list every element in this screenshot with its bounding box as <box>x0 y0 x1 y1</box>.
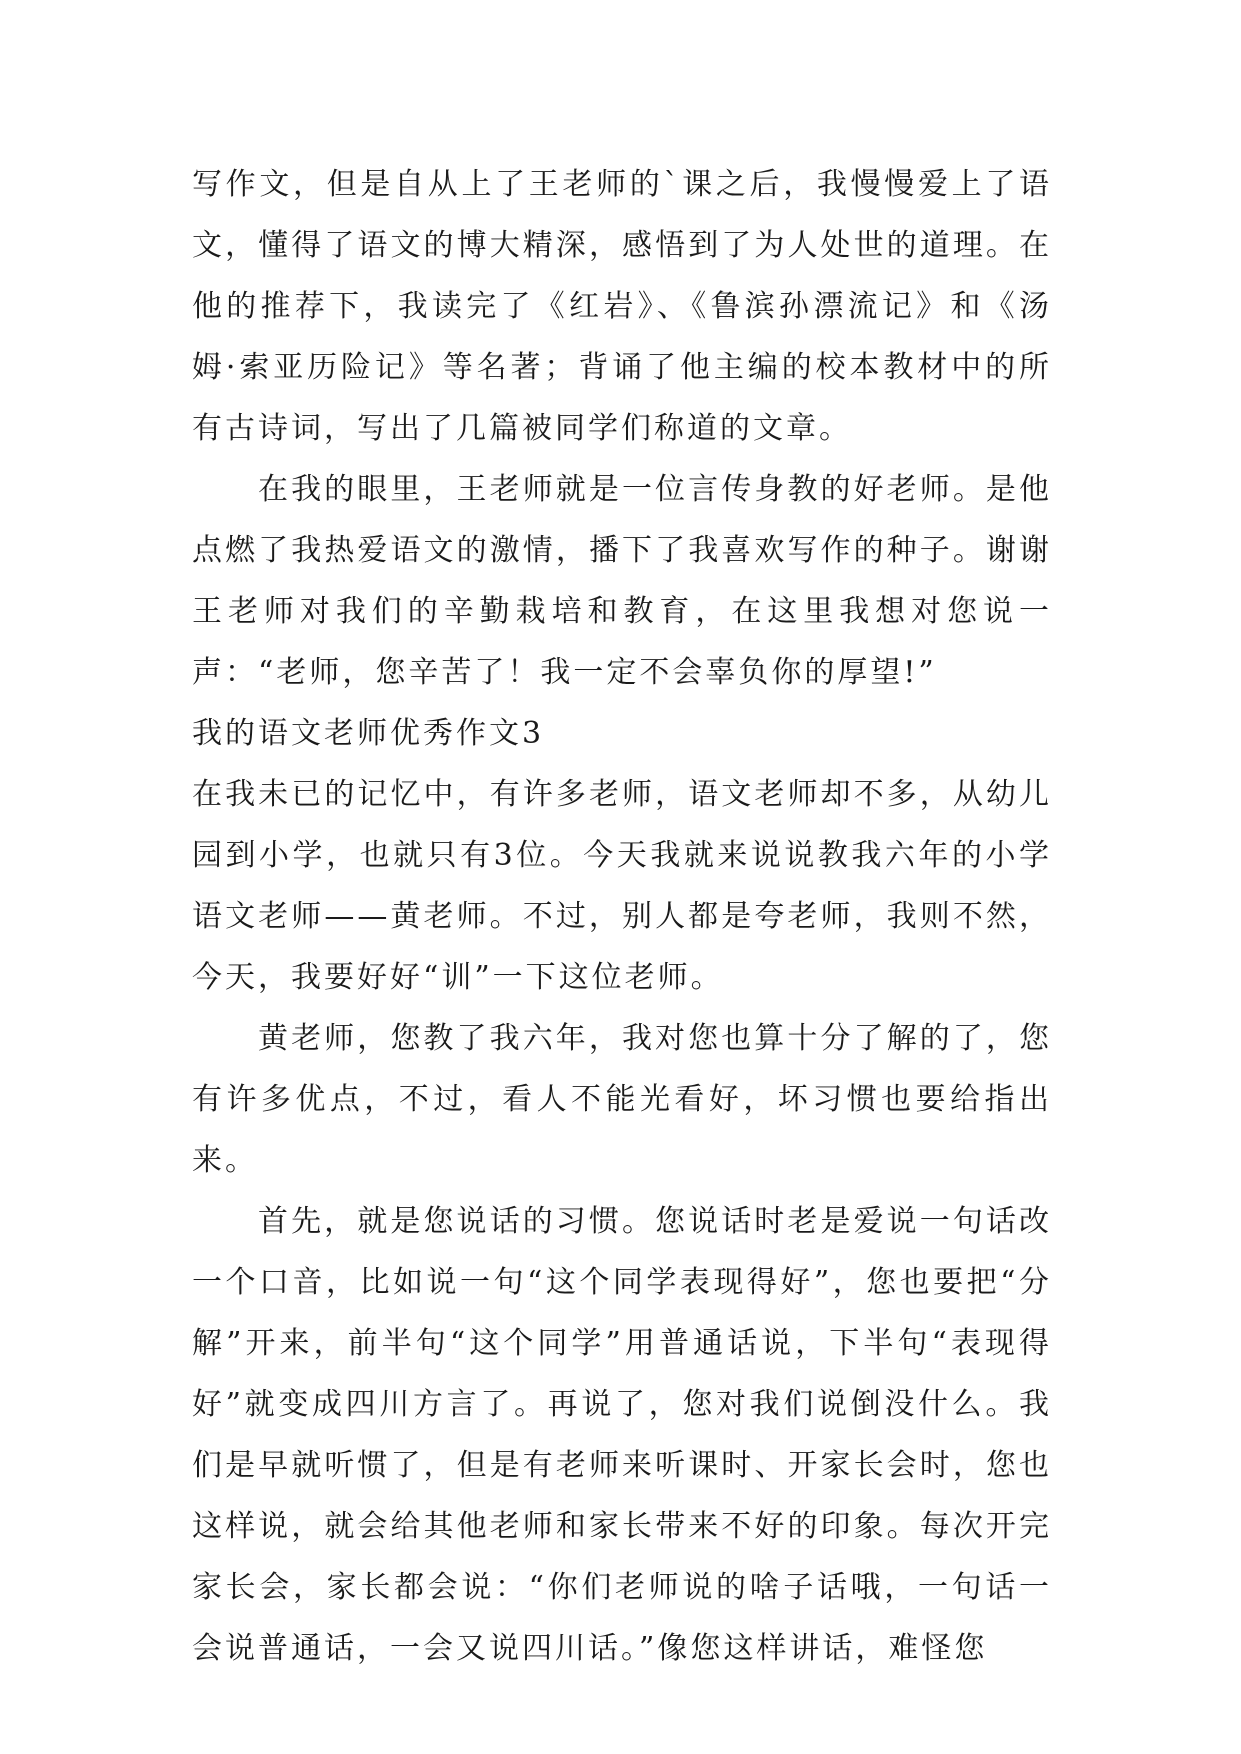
paragraph-speaking-habit: 首先，就是您说话的习惯。您说话时老是爱说一句话改一个口音，比如说一句“这个同学表现得好”，您也要把“分解”开来，前半句“这个同学”用普通话说，下半句“表现得好”就变成四川方言了。再说了，您对我们说倒没什么。我们是早就听惯了，但是有老师来听课时、开家长会时，您也这样说，就会给其他老师和家长带来不好的印象。每次开完家长会，家长都会说：“你们老师说的啥子话哦，一句话一会说普通话，一会又说四川话。”像您这样讲话，难怪您 <box>192 1204 1052 1666</box>
paragraph-teacher-huang: 黄老师，您教了我六年，我对您也算十分了解的了，您有许多优点，不过，看人不能光看好，坏习惯也要给指出来。 <box>192 1021 1052 1178</box>
paragraph-intro: 在我未已的记忆中，有许多老师，语文老师却不多，从幼儿园到小学，也就只有3位。今天我就来说说教我六年的小学语文老师——黄老师。不过，别人都是夸老师，我则不然，今天，我要好好“训”一下这位老师。 <box>192 777 1052 995</box>
document-body <box>192 154 1052 1679</box>
paragraph-continued: 写作文，但是自从上了王老师的`课之后，我慢慢爱上了语文，懂得了语文的博大精深，感悟到了为人处世的道理。在他的推荐下，我读完了《红岩》、《鲁滨孙漂流记》和《汤姆·索亚历险记》等名著；背诵了他主编的校本教材中的所有古诗词，写出了几篇被同学们称道的文章。 <box>192 167 1052 446</box>
paragraph-teacher-wang: 在我的眼里，王老师就是一位言传身教的好老师。是他点燃了我热爱语文的激情，播下了我喜欢写作的种子。谢谢王老师对我们的辛勤栽培和教育，在这里我想对您说一声：“老师，您辛苦了！我一定不会辜负你的厚望!” <box>192 472 1052 690</box>
essay-heading: 我的语文老师优秀作文3 <box>192 716 545 751</box>
